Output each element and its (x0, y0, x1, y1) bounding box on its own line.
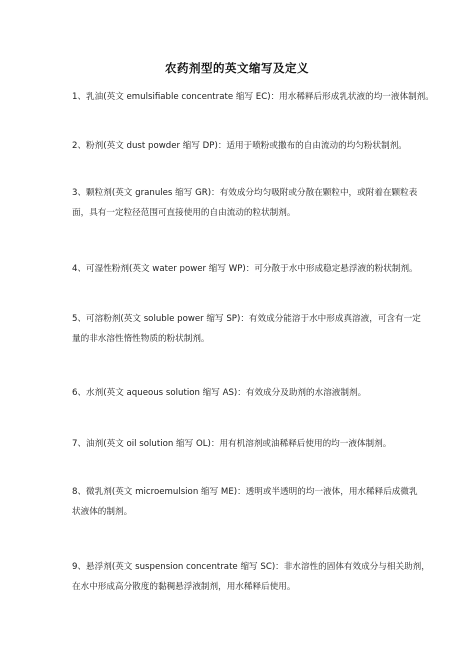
entry-line: 9、悬浮剂(英文 suspension concentrate 缩写 SC)：非水溶性的固体有效成分与相关助剂， (72, 562, 430, 572)
entry-line: 3、颗粒剂(英文 granules 缩写 GR)：有效成分均匀吸附或分散在颗粒中，或附着在颗粒表 (72, 188, 418, 198)
entry-ol (72, 434, 412, 454)
entry-line: 1、乳油(英文 emulsifiable concentrate 缩写 EC)：用水稀释后形成乳状液的均一液体制剂。 (72, 92, 434, 102)
entry-as (72, 383, 412, 403)
document-title: 农药剂型的英文缩写及定义 (165, 61, 309, 75)
entry-line: 6、水剂(英文 aqueous solution 缩写 AS)：有效成分及助剂的水溶液制剂。 (72, 388, 367, 398)
entry-line: 7、油剂(英文 oil solution 缩写 OL)：用有机溶剂或油稀释后使用的均一液体制剂。 (72, 439, 392, 449)
entry-gr (72, 183, 418, 223)
entry-wp (72, 259, 418, 279)
entry-dp (72, 136, 412, 156)
entry-line: 5、可溶粉剂(英文 soluble power 缩写 SP)：有效成分能溶于水中形成真溶液，可含有一定 (72, 314, 421, 324)
entry-me (72, 482, 418, 522)
entry-line: 量的非水溶性惰性物质的粉状制剂。 (72, 334, 210, 344)
entry-line: 8、微乳剂(英文 microemulsion 缩写 ME)：透明或半透明的均一液体，用水稀释后成微乳 (72, 487, 418, 497)
entry-line: 在水中形成高分散度的黏稠悬浮液制剂，用水稀释后使用。 (72, 582, 296, 592)
entry-line: 状液体的制剂。 (72, 507, 133, 517)
entry-line: 面，具有一定粒径范围可直接使用的自由流动的粒状制剂。 (72, 208, 296, 218)
entry-sp (72, 309, 421, 349)
entry-line: 2、粉剂(英文 dust powder 缩写 DP)：适用于喷粉或撒布的自由流动的均匀粉状制剂。 (72, 141, 407, 151)
entry-ec (72, 87, 434, 107)
entry-sc (72, 557, 430, 597)
entry-line: 4、可湿性粉剂(英文 water power 缩写 WP)：可分散于水中形成稳定悬浮液的粉状制剂。 (72, 264, 418, 274)
